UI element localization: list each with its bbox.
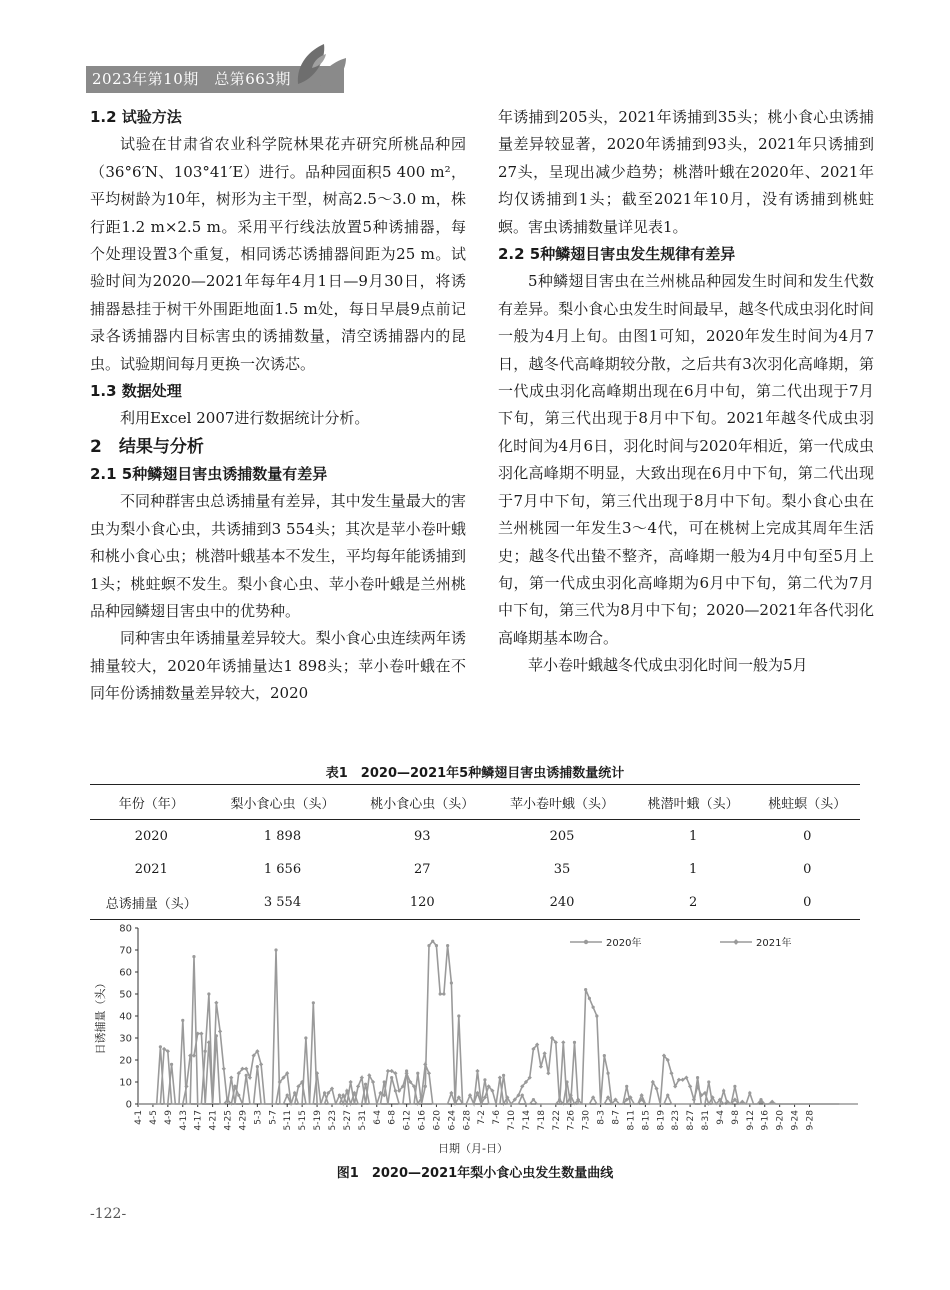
data-point <box>666 1094 669 1097</box>
data-point <box>427 1071 431 1075</box>
y-tick-label: 0 <box>125 1099 132 1111</box>
data-point <box>181 1019 184 1022</box>
x-tick-label: 7-14 <box>521 1110 532 1131</box>
data-point <box>450 981 453 984</box>
table-cell: 0 <box>803 862 812 877</box>
data-point <box>722 1089 725 1092</box>
x-tick-label: 6-12 <box>402 1110 413 1131</box>
data-point <box>192 1053 196 1057</box>
data-point <box>442 992 445 995</box>
table-header-row <box>90 785 860 820</box>
issue-label: 2023年第10期 总第663期 <box>92 70 291 88</box>
section-1-2-paragraph: 试验在甘肃省农业科学院林果花卉研究所桃品种园（36°6′N、103°41′E）进行。品种园面积5 400 m²，平均树龄为10年，树形为主干型，树高2.5～3.0 m，株行距1.2 m×2.5 m。采用平行线法放置5种诱捕器，每个处理设置3个重复，相同诱芯诱捕器间距为25 m。试验时间为2020—2021年每年4月1日—9月30日，将诱捕器悬挂于树干外围距地面1.5 m处，每日早晨9点前记录各诱捕器内目标害虫的诱捕数量，清空诱捕器内的昆虫。试验期间每月更换一次诱芯。 <box>90 135 466 373</box>
x-tick-label: 5-19 <box>313 1110 324 1131</box>
data-point <box>595 1014 598 1017</box>
data-point <box>394 1089 397 1092</box>
x-tick-label: 8-15 <box>641 1110 652 1131</box>
table-cell: 1 898 <box>263 829 302 844</box>
leaf-logo-icon <box>290 38 350 90</box>
data-point <box>588 997 591 1000</box>
x-tick-label: 7-6 <box>492 1110 503 1125</box>
data-point <box>274 948 277 951</box>
data-point <box>561 1040 565 1044</box>
data-point <box>483 1078 486 1081</box>
y-tick-label: 30 <box>119 1033 132 1045</box>
data-point <box>338 1094 341 1097</box>
x-tick-label: 6-8 <box>387 1110 398 1125</box>
table-1 <box>90 784 860 920</box>
data-point <box>345 1089 348 1092</box>
legend-marker <box>733 939 739 945</box>
data-point <box>475 1069 479 1073</box>
data-point <box>592 1006 595 1009</box>
x-tick-label: 4-5 <box>148 1110 159 1125</box>
table-header-cell: 梨小食心虫（头） <box>213 785 353 820</box>
table-row <box>90 853 860 886</box>
table-cell: 0 <box>754 886 860 920</box>
x-tick-label: 9-24 <box>790 1110 801 1131</box>
section-2-2-heading: 2.2 5种鳞翅目害虫发生规律有差异 <box>498 245 736 264</box>
data-point <box>532 1098 535 1101</box>
data-point <box>439 992 442 995</box>
data-point <box>427 944 430 947</box>
x-tick-label: 7-22 <box>551 1110 562 1131</box>
data-point <box>192 955 195 958</box>
data-point <box>543 1051 547 1055</box>
data-point <box>539 1064 543 1068</box>
x-axis-label: 日期（月-日） <box>438 1142 508 1155</box>
data-point <box>245 1074 248 1077</box>
x-tick-label: 9-28 <box>805 1110 816 1131</box>
data-point <box>390 1076 393 1079</box>
x-tick-label: 4-29 <box>238 1110 249 1131</box>
data-point <box>159 1045 162 1048</box>
data-point <box>304 1036 307 1039</box>
table-header-cell: 桃小食心虫（头） <box>352 785 492 820</box>
table-1-caption: 表1 2020—2021年5种鳞翅目害虫诱捕数量统计 <box>325 766 625 781</box>
x-tick-label: 9-12 <box>745 1110 756 1131</box>
data-point <box>573 1041 576 1044</box>
data-point <box>233 1085 236 1088</box>
section-1-3-paragraph: 利用Excel 2007进行数据统计分析。 <box>120 409 370 428</box>
data-point <box>416 1072 419 1075</box>
legend-label: 2020年 <box>606 938 642 949</box>
data-point <box>476 1091 479 1094</box>
data-point <box>323 1091 326 1094</box>
y-tick-label: 40 <box>119 1011 132 1023</box>
data-point <box>199 1031 203 1035</box>
x-tick-label: 6-28 <box>462 1110 473 1131</box>
section-2-1-paragraph-2: 同种害虫年诱捕量差异较大。梨小食心虫连续两年诱捕量较大，2020年诱捕量达1 898头；苹小卷叶蛾在不同年份诱捕数量差异较大，2020 <box>90 629 466 703</box>
table-cell: 205 <box>549 829 575 844</box>
x-tick-label: 5-7 <box>268 1110 279 1125</box>
table-cell: 240 <box>492 886 632 920</box>
x-tick-label: 6-16 <box>417 1110 428 1131</box>
figure-1-line-chart <box>90 918 865 1158</box>
data-point <box>207 992 210 995</box>
figure-1-caption: 图1 2020—2021年梨小食心虫发生数量曲线 <box>336 1166 614 1181</box>
y-tick-label: 60 <box>119 967 132 979</box>
data-point <box>603 1054 606 1057</box>
x-tick-label: 7-18 <box>536 1110 547 1131</box>
x-tick-label: 7-2 <box>477 1110 488 1125</box>
data-point <box>312 1001 315 1004</box>
data-point <box>364 1083 367 1086</box>
x-tick-label: 4-13 <box>178 1110 189 1131</box>
x-tick-label: 5-31 <box>357 1110 368 1131</box>
x-tick-label: 5-23 <box>327 1110 338 1131</box>
table-cell: 93 <box>413 829 431 844</box>
x-tick-label: 4-1 <box>134 1110 144 1125</box>
x-tick-label: 4-17 <box>193 1110 204 1131</box>
table-header-cell: 桃蛀螟（头） <box>754 785 860 820</box>
data-point <box>446 944 449 947</box>
table-header-cell: 年份（年） <box>90 785 213 820</box>
x-tick-label: 7-30 <box>581 1110 592 1131</box>
section-2-1-heading: 2.1 5种鳞翅目害虫诱捕数量有差异 <box>90 464 328 483</box>
data-point <box>696 1076 699 1079</box>
continued-paragraph: 年诱捕到205头，2021年诱捕到35头；桃小食心虫诱捕量差异较显著，2020年诱捕到93头，2021年只诱捕到27头，呈现出减少趋势；桃潜叶蛾在2020年、2021年均仅诱捕到1头；截至2021年10月，没有诱捕到桃蛀螟。害虫诱捕数量详见表1。 <box>498 108 874 236</box>
x-tick-label: 9-4 <box>715 1110 726 1125</box>
x-tick-label: 7-26 <box>566 1110 577 1131</box>
x-tick-label: 8-7 <box>611 1110 622 1125</box>
x-tick-label: 5-11 <box>283 1110 294 1131</box>
table-cell: 3 554 <box>213 886 353 920</box>
data-point <box>214 1001 218 1005</box>
data-point <box>170 1063 173 1066</box>
left-column <box>90 104 466 708</box>
data-point <box>502 1074 505 1077</box>
data-point <box>293 1091 296 1094</box>
page-number: -122- <box>90 1206 127 1222</box>
data-point <box>286 1094 289 1097</box>
section-2-heading: 2 结果与分析 <box>90 436 204 457</box>
data-point <box>748 1091 751 1094</box>
table-cell: 27 <box>413 862 431 877</box>
table-row <box>90 886 860 920</box>
data-point <box>256 1065 259 1068</box>
data-point <box>424 1085 427 1088</box>
x-tick-label: 8-3 <box>596 1110 607 1125</box>
series-line-2020年 <box>138 941 858 1104</box>
x-tick-label: 7-10 <box>507 1110 518 1131</box>
data-point <box>449 1091 453 1095</box>
x-tick-label: 5-27 <box>342 1110 353 1131</box>
data-point <box>218 1029 222 1033</box>
right-column <box>498 104 874 680</box>
x-tick-label: 6-20 <box>432 1110 443 1131</box>
y-tick-label: 20 <box>119 1055 132 1067</box>
legend-marker <box>584 940 588 944</box>
x-tick-label: 6-4 <box>372 1110 383 1125</box>
x-tick-label: 4-21 <box>208 1110 219 1131</box>
section-1-3-heading: 1.3 数据处理 <box>90 382 182 401</box>
data-point <box>237 1094 240 1097</box>
data-point <box>521 1094 524 1097</box>
data-point <box>204 1050 207 1053</box>
data-point <box>222 1067 226 1071</box>
y-tick-label: 10 <box>119 1077 132 1089</box>
y-tick-label: 50 <box>119 989 132 1001</box>
legend-label: 2021年 <box>756 938 792 949</box>
table-cell: 2 <box>632 886 755 920</box>
data-point <box>435 944 438 947</box>
section-1-2-heading: 1.2 试验方法 <box>90 108 182 126</box>
data-point <box>386 1069 390 1073</box>
y-axis-label: 日诱捕量（头） <box>94 977 107 1055</box>
data-point <box>707 1080 710 1083</box>
table-cell: 总诱捕量（头） <box>90 886 213 920</box>
x-tick-label: 9-16 <box>760 1110 771 1131</box>
table-cell: 120 <box>352 886 492 920</box>
table-cell: 2020 <box>134 829 168 844</box>
table-cell: 35 <box>553 862 571 877</box>
data-point <box>259 1062 263 1066</box>
x-tick-label: 8-19 <box>656 1110 667 1131</box>
data-point <box>669 1071 673 1075</box>
x-tick-label: 6-24 <box>447 1110 458 1131</box>
table-cell: 1 <box>689 862 698 877</box>
data-point <box>498 1075 502 1079</box>
x-tick-label: 4-25 <box>223 1110 234 1131</box>
table-header-cell: 苹小卷叶蛾（头） <box>492 785 632 820</box>
section-2-2-paragraph-2: 苹小卷叶蛾越冬代成虫羽化时间一般为5月 <box>528 656 808 675</box>
data-point <box>229 1075 233 1079</box>
section-2-1-paragraph-1: 不同种群害虫总诱捕量有差异，其中发生量最大的害虫为梨小食心虫，共诱捕到3 554头；其次是苹小卷叶蛾和桃小食心虫；桃潜叶蛾基本不发生，平均每年能诱捕到1头；桃蛀螟不发生。梨小食心虫、苹小卷叶蛾是兰州桃品种园鳞翅目害虫中的优势种。 <box>90 492 466 620</box>
table-header-cell: 桃潜叶蛾（头） <box>632 785 755 820</box>
data-point <box>546 1071 550 1075</box>
x-tick-label: 8-23 <box>671 1110 682 1131</box>
data-point <box>584 988 587 991</box>
x-tick-label: 8-27 <box>686 1110 697 1131</box>
data-point <box>606 1072 609 1075</box>
table-cell: 2021 <box>134 862 168 877</box>
data-point <box>431 940 434 943</box>
table-cell: 1 656 <box>263 862 302 877</box>
y-tick-label: 70 <box>119 945 132 957</box>
x-tick-label: 8-31 <box>701 1110 712 1131</box>
x-tick-label: 9-20 <box>775 1110 786 1131</box>
data-point <box>457 1014 460 1017</box>
x-tick-label: 5-3 <box>253 1110 264 1125</box>
x-tick-label: 8-11 <box>626 1110 637 1131</box>
table-row <box>90 820 860 854</box>
x-tick-label: 4-9 <box>163 1110 174 1125</box>
table-cell: 0 <box>803 829 812 844</box>
y-tick-label: 80 <box>119 923 132 935</box>
data-point <box>625 1085 628 1088</box>
x-tick-label: 9-8 <box>730 1110 741 1125</box>
data-point <box>733 1085 736 1088</box>
x-tick-label: 5-15 <box>298 1110 309 1131</box>
data-point <box>349 1080 353 1084</box>
table-cell: 1 <box>689 829 698 844</box>
section-2-2-paragraph-1: 5种鳞翅目害虫在兰州桃品种园发生时间和发生代数有差异。梨小食心虫发生时间最早，越冬代成虫羽化时间一般为4月上旬。由图1可知，2020年发生时间为4月7日，越冬代高峰期较分散，之后共有3次羽化高峰期，第一代成虫羽化高峰期出现在6月中旬，第二代出现于7月下旬，第三代出现于8月中下旬。2021年越冬代成虫羽化时间为4月6日，羽化时间与2020年相近，第一代成虫羽化高峰期不明显，大致出现在6月中下旬，第二代出现于7月中下旬，第三代出现于8月中下旬。梨小食心虫在兰州桃园一年发生3～4代，可在桃树上完成其周年生活史；越冬代出蛰不整齐，高峰期一般为4月中旬至5月上旬，第一代成虫羽化高峰期为6月中下旬，第二代为7月中下旬，第三代为8月中下旬；2020—2021年各代羽化高峰期基本吻合。 <box>498 272 874 647</box>
